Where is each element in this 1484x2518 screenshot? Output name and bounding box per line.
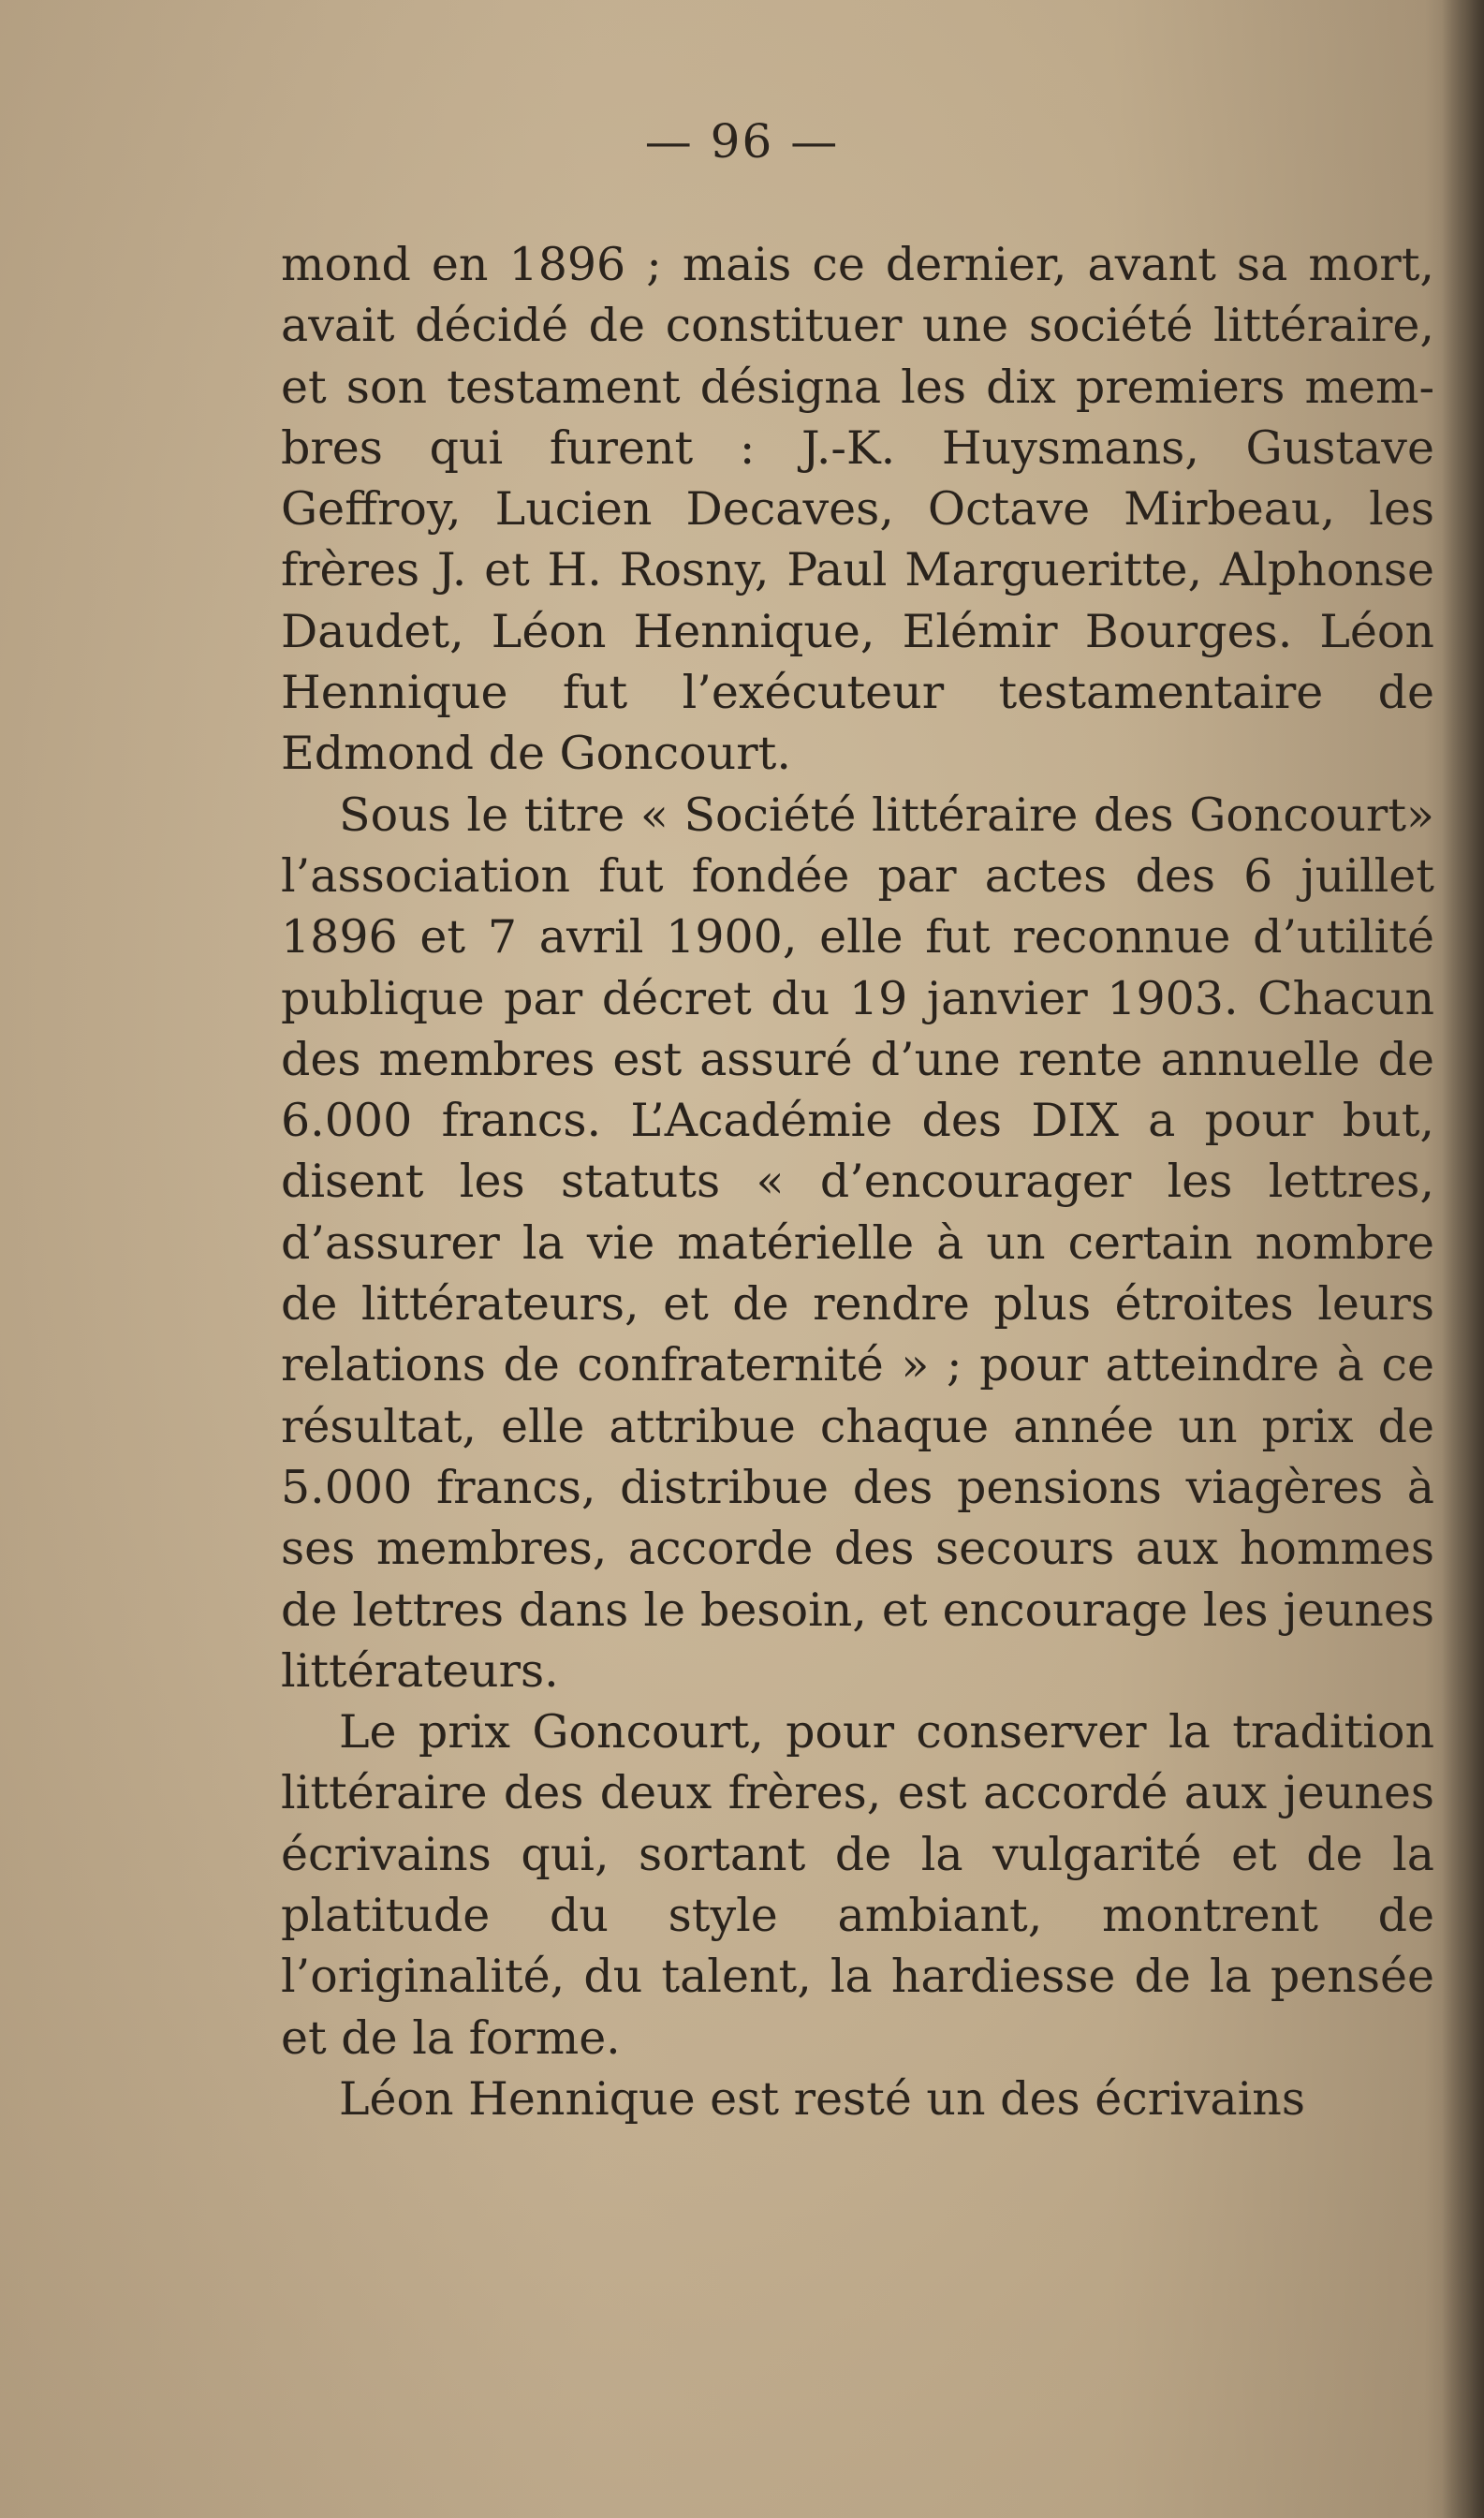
page-number: — 96 — [644,114,840,169]
page-edge-shadow [1442,0,1484,2518]
body-text [281,234,1434,2129]
paragraph-2: Sous le titre « Société littéraire des Goncourt» l’association fut fondée par actes des 6 juillet 1896 et 7 avril 1900, elle fut reconnue d’utilité publique par décret du 19 janvier 1903. Chacun des membres est assuré d’une rente annuelle de 6.000 francs. L’Académie des DIX a pour but, disent les statuts « d’encourager les lettres, d’assurer la vie matérielle à un certain nombre de littérateurs, et de rendre plus étroites leurs relations de confraternité » ; pour atteindre à ce résultat, elle attribue chaque année un prix de 5.000 francs, distribue des pensions viagères à ses membres, accorde des secours aux hommes de lettres dans le besoin, et encourage les jeunes littérateurs. [281,788,1434,1698]
paragraph-1: mond en 1896 ; mais ce dernier, avant sa mort, avait décidé de constituer une société littéraire, et son testament désigna les dix premiers membres qui furent : J.-K. Huysmans, Gustave Geffroy, Lucien Decaves, Octave Mirbeau, les frères J. et H. Rosny, Paul Margueritte, Alphonse Daudet, Léon Hennique, Elémir Bourges. Léon Hennique fut l’exécuteur testamentaire de Edmond de Goncourt. [281,238,1434,781]
paragraph-4: Léon Hennique est resté un des écrivains [339,2071,1306,2126]
paragraph-3: Le prix Goncourt, pour conserver la tradition littéraire des deux frères, est accordé aux jeunes écrivains qui, sortant de la vulgarité et de la platitude du style ambiant, montrent de l’originalité, du talent, la hardiesse de la pensée et de la forme. [281,1705,1434,2065]
